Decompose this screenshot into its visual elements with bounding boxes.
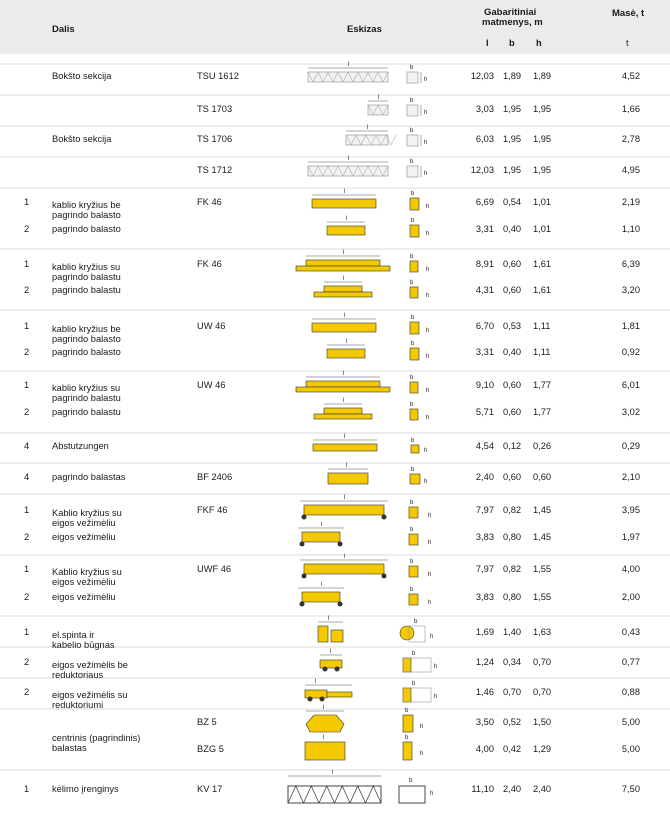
dimension-label: b [414,619,418,625]
row-width: 0,60 [503,407,522,417]
row-height: 2,40 [533,784,552,794]
row-type-code: TS 1712 [197,165,233,175]
row-height: 0,70 [533,657,552,667]
row-part-name-line2: eigos vežimėliu [52,577,116,587]
row-mass: 0,43 [621,627,640,637]
dimension-label: b [410,128,414,134]
row-length: 4,31 [475,285,494,295]
dimension-label: l [344,189,346,195]
dimension-label: h [426,231,430,237]
dimension-label: b [410,587,414,593]
row-part-name: kablio kryžius su [52,383,121,393]
dimension-label: b [410,559,414,565]
row-part-name: pagrindo balasto [52,224,121,234]
dimension-label: l [378,95,380,101]
row-height: 1,01 [533,197,552,207]
dimension-label: l [346,463,348,469]
row-height: 1,95 [533,104,552,114]
row-type-code: TS 1703 [197,104,233,114]
dimension-label: l [344,495,346,501]
row-width: 0,82 [503,505,522,515]
header-sketch: Eskizas [347,24,382,35]
dimension-label: b [410,65,414,71]
dimension-label: h [426,388,430,394]
row-part-name-line2: pagrindo balasto [52,334,121,344]
dimension-label: l [346,216,348,222]
dimension-label: h [428,540,432,546]
row-quantity: 1 [24,259,30,269]
dimension-label: h [426,328,430,334]
row-length: 7,97 [475,505,494,515]
row-part-name: Bokšto sekcija [52,71,112,81]
row-type-code: TS 1706 [197,134,233,144]
dimension-label: l [330,649,332,655]
header-sub-t: t [626,38,629,48]
row-width: 0,70 [503,687,522,697]
row-width: 0,34 [503,657,522,667]
dimension-label: h [430,634,434,640]
row-width: 0,60 [503,472,522,482]
row-height: 1,63 [533,627,552,637]
row-quantity: 2 [24,347,30,357]
row-mass: 1,10 [621,224,640,234]
row-mass: 2,10 [621,472,640,482]
row-width: 0,42 [503,744,522,754]
row-width: 0,40 [503,224,522,234]
row-type-code: UW 46 [197,321,226,331]
row-length: 6,03 [475,134,494,144]
row-length: 3,50 [475,717,494,727]
row-part-name-line2: kabelio būgnas [52,640,115,650]
row-width: 1,89 [503,71,522,81]
row-part-name: Kablio kryžius su [52,508,122,518]
dimension-label: b [410,375,414,381]
row-part-name: kablio kryžius be [52,324,121,334]
dimension-label: b [405,735,409,741]
row-length: 2,40 [475,472,494,482]
row-mass: 7,50 [621,784,640,794]
row-type-code: KV 17 [197,784,223,794]
row-mass: 0,77 [621,657,640,667]
row-height: 1,55 [533,592,552,602]
row-type-code: BZ 5 [197,717,217,727]
row-type-code: FK 46 [197,197,222,207]
row-mass: 3,95 [621,505,640,515]
dimension-label: h [428,513,432,519]
row-mass: 4,95 [621,165,640,175]
row-mass: 2,78 [621,134,640,144]
dimension-label: l [323,735,325,741]
row-part-name: pagrindo balastas [52,472,126,482]
dimension-label: h [426,267,430,273]
row-width: 0,80 [503,592,522,602]
dimension-label: l [343,371,345,377]
row-quantity: 2 [24,224,30,234]
dimension-label: h [434,694,438,700]
row-mass: 1,97 [621,532,640,542]
row-part-name: kėlimo įrenginys [52,784,119,794]
row-quantity: 1 [24,321,30,331]
dimension-label: l [344,434,346,440]
row-length: 5,71 [475,407,494,417]
row-length: 3,83 [475,592,494,602]
dimension-label: b [405,708,409,714]
dimension-label: l [343,398,345,404]
row-mass: 0,29 [621,441,640,451]
row-height: 1,55 [533,564,552,574]
dimension-label: b [412,651,416,657]
row-quantity: 4 [24,472,30,482]
row-width: 0,60 [503,259,522,269]
dimension-label: l [343,276,345,282]
dimension-label: h [424,140,428,146]
row-width: 0,60 [503,285,522,295]
row-part-name: kablio kryžius su [52,262,121,272]
row-mass: 2,00 [621,592,640,602]
dimension-label: l [343,250,345,256]
row-height: 0,26 [533,441,552,451]
dimension-label: l [323,705,325,711]
header-mass: Masė, t [612,8,645,19]
row-type-code: FKF 46 [197,505,228,515]
row-height: 1,77 [533,407,552,417]
row-part-name-line2: reduktoriumi [52,700,104,710]
row-quantity: 1 [24,197,30,207]
dimension-label: h [428,572,432,578]
row-type-code: BZG 5 [197,744,224,754]
dimension-label: l [348,62,350,68]
header-dimensions-line1: Gabaritiniai [484,7,537,18]
row-type-code: TSU 1612 [197,71,239,81]
dimension-label: h [426,204,430,210]
row-height: 1,11 [533,347,551,357]
row-width: 1,95 [503,104,522,114]
row-width: 1,95 [503,134,522,144]
row-part-name-line2: eigos vežimėliu [52,518,116,528]
dimension-label: h [424,448,428,454]
dimension-label: h [424,479,428,485]
dimension-label: b [411,467,415,473]
row-height: 1,01 [533,224,552,234]
dimension-label: h [426,293,430,299]
central-ballast-name-line2: balastas [52,743,87,753]
dimension-label: l [332,770,334,776]
row-part-name: Abstutzungen [52,441,109,451]
row-part-name: pagrindo balastu [52,407,121,417]
row-quantity: 2 [24,407,30,417]
row-quantity: 1 [24,784,30,794]
row-quantity: 1 [24,380,30,390]
row-part-name-line2: pagrindo balastu [52,393,121,403]
row-part-name-line2: reduktoriaus [52,670,104,680]
row-part-name: eigos vežimėliu [52,532,116,542]
row-mass: 1,66 [621,104,640,114]
dimension-label: b [411,341,415,347]
row-quantity: 2 [24,657,30,667]
dimension-label: h [430,791,434,797]
dimension-label: b [410,159,414,165]
row-mass: 0,92 [621,347,640,357]
row-width: 1,40 [503,627,522,637]
row-mass: 3,20 [621,285,640,295]
dimension-label: b [410,500,414,506]
row-quantity: 1 [24,564,30,574]
dimension-label: h [420,751,424,757]
row-type-code: UWF 46 [197,564,232,574]
central-ballast-name: centrinis (pagrindinis) [52,733,141,743]
dimension-label: l [344,313,346,319]
row-width: 0,52 [503,717,522,727]
row-mass: 6,01 [621,380,640,390]
row-length: 1,69 [475,627,494,637]
header-sub-l: l [486,38,489,48]
row-mass: 3,02 [621,407,640,417]
row-part-name: pagrindo balasto [52,347,121,357]
row-quantity: 2 [24,687,30,697]
row-height: 1,50 [533,717,552,727]
dimension-label: h [424,77,428,83]
dimension-label: h [426,415,430,421]
row-length: 4,00 [475,744,494,754]
row-length: 7,97 [475,564,494,574]
row-mass: 6,39 [621,259,640,269]
row-quantity: 1 [24,627,30,637]
row-length: 11,10 [471,784,494,794]
row-length: 6,69 [475,197,494,207]
row-width: 2,40 [503,784,522,794]
dimension-label: b [411,438,415,444]
header-part: Dalis [52,24,75,35]
row-mass: 2,19 [621,197,640,207]
row-width: 0,54 [503,197,522,207]
dimension-label: l [328,616,330,622]
row-type-code: BF 2406 [197,472,233,482]
row-height: 1,61 [533,285,552,295]
row-height: 1,61 [533,259,552,269]
dimension-label: l [321,582,323,588]
row-length: 1,46 [475,687,494,697]
dimension-label: l [348,156,350,162]
row-part-name: eigos vežimėliu [52,592,116,602]
dimension-label: h [420,724,424,730]
row-mass: 5,00 [621,744,640,754]
row-length: 12,03 [470,165,494,175]
row-height: 1,95 [533,165,552,175]
row-length: 3,31 [475,224,494,234]
row-mass: 1,81 [621,321,640,331]
dimension-label: h [424,171,428,177]
row-height: 1,77 [533,380,552,390]
dimension-label: l [321,522,323,528]
row-length: 8,91 [475,259,494,269]
dimension-label: b [410,98,414,104]
dimension-label: b [410,280,414,286]
dimension-label: b [409,778,413,784]
row-part-name-line2: pagrindo balastu [52,272,121,282]
row-height: 1,29 [533,744,552,754]
dimension-label: h [424,110,428,116]
row-part-name: Bokšto sekcija [52,134,112,144]
dimension-label: b [412,681,416,687]
row-width: 0,60 [503,380,522,390]
dimension-label: l [367,125,369,131]
dimension-label: b [411,191,415,197]
dimension-label: l [315,679,317,685]
row-height: 1,45 [533,532,552,542]
row-quantity: 1 [24,505,30,515]
row-part-name: Kablio kryžius su [52,567,122,577]
row-width: 0,82 [503,564,522,574]
row-part-name-line2: pagrindo balasto [52,210,121,220]
row-length: 3,03 [475,104,494,114]
dimension-label: l [344,554,346,560]
dimension-label: b [411,218,415,224]
row-height: 1,95 [533,134,552,144]
row-length: 3,83 [475,532,494,542]
row-quantity: 2 [24,532,30,542]
header-sub-h: h [536,38,542,48]
row-length: 3,31 [475,347,494,357]
row-width: 0,40 [503,347,522,357]
dimension-label: b [410,527,414,533]
row-height: 0,70 [533,687,552,697]
row-length: 6,70 [475,321,494,331]
dimension-label: l [346,339,348,345]
row-height: 0,60 [533,472,552,482]
row-quantity: 4 [24,441,30,451]
row-width: 0,12 [503,441,522,451]
row-type-code: FK 46 [197,259,222,269]
dimension-label: b [410,254,414,260]
row-mass: 5,00 [621,717,640,727]
row-height: 1,45 [533,505,552,515]
dimension-label: b [410,402,414,408]
row-mass: 4,52 [621,71,640,81]
row-type-code: UW 46 [197,380,226,390]
dimension-label: h [426,354,430,360]
row-width: 0,53 [503,321,522,331]
header-sub-b: b [509,38,515,48]
row-width: 0,80 [503,532,522,542]
row-length: 12,03 [470,71,494,81]
row-height: 1,11 [533,321,551,331]
row-quantity: 2 [24,285,30,295]
dimension-label: h [428,600,432,606]
row-length: 1,24 [475,657,494,667]
row-part-name: pagrindo balastu [52,285,121,295]
row-mass: 0,88 [621,687,640,697]
row-length: 9,10 [475,380,494,390]
row-part-name: el.spinta ir [52,630,95,640]
row-length: 4,54 [475,441,494,451]
header-dimensions-line2: matmenys, m [482,17,543,28]
dimension-label: h [434,664,438,670]
row-quantity: 2 [24,592,30,602]
dimension-label: b [411,315,415,321]
row-mass: 4,00 [621,564,640,574]
row-part-name: eigos vežimėlis su [52,690,128,700]
row-part-name: kablio kryžius be [52,200,121,210]
row-height: 1,89 [533,71,552,81]
row-part-name: eigos vežimėlis be [52,660,128,670]
row-width: 1,95 [503,165,522,175]
